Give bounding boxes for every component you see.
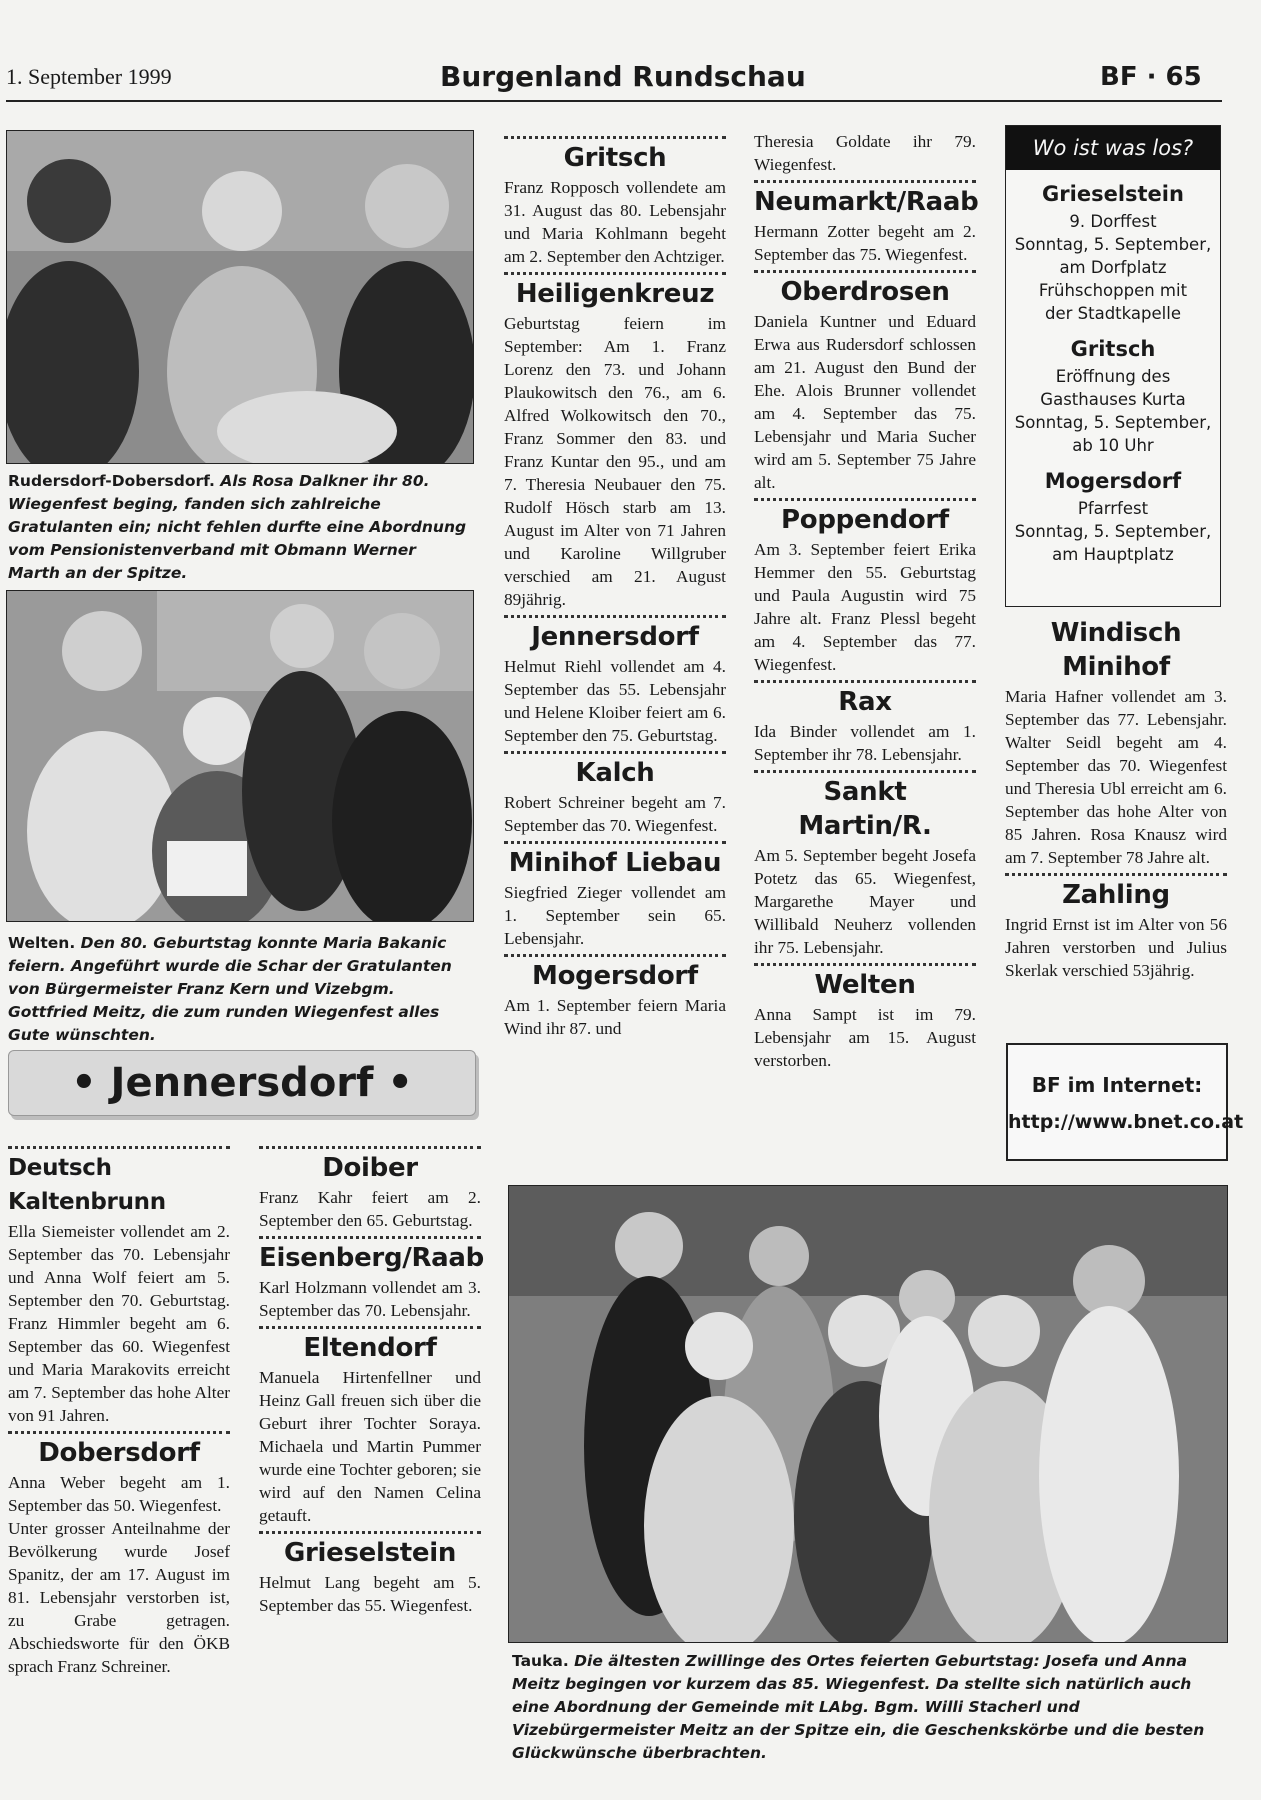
caption-lead: Tauka. <box>512 1652 569 1670</box>
news-text: Siegfried Zieger vollendet am 1. September sein 65. Lebensjahr. <box>504 883 726 948</box>
place-heading: Neumarkt/Raab <box>754 187 979 217</box>
news-text: Anna Sampt ist im 79. Lebensjahr am 15. August verstorben. <box>754 1005 976 1070</box>
news-text: Ella Siemeister vollendet am 2. September das 70. Lebensjahr und Anna Wolf feiert am 5. September den 70. Geburtstag. Franz Himmler begeht am 6. September das 60. Wiegenfest und Maria Marakovits erreicht am 7. September das hohe Alter von 91 Jahren. <box>8 1222 230 1425</box>
event-details: Eröffnung des Gasthauses Kurta Sonntag, 5. September, ab 10 Uhr <box>1014 367 1212 455</box>
place-heading: Grieselstein <box>283 1538 457 1568</box>
dotted-separator <box>754 680 976 683</box>
place-heading: Eltendorf <box>303 1333 437 1363</box>
news-item-gritsch <box>504 136 726 268</box>
dotted-separator <box>8 1146 230 1149</box>
news-item-sankt-martin <box>754 770 976 959</box>
news-text: Helmut Lang begeht am 5. September das 55. Wiegenfest. <box>259 1573 481 1615</box>
dotted-separator <box>754 180 976 183</box>
photo-people-illustration <box>509 1186 1227 1642</box>
place-heading: Oberdrosen <box>780 277 950 307</box>
event-grieselstein <box>1006 182 1220 325</box>
place-heading: Eisenberg/Raab <box>259 1243 484 1273</box>
news-item-poppendorf <box>754 498 976 676</box>
dotted-separator <box>259 1531 481 1534</box>
news-item-rax <box>754 680 976 766</box>
news-text: Manuela Hirtenfellner und Heinz Gall freuen sich über die Geburt ihrer Tochter Soraya. Michaela und Martin Pummer wurde eine Tochter geboren; sie wird auf den Namen Celina getauft. <box>259 1368 481 1525</box>
news-item-dobersdorf <box>8 1431 230 1678</box>
news-text: Daniela Kuntner und Eduard Erwa aus Rudersdorf schlossen am 21. August den Bund der Ehe. Alois Brunner vollendet am 4. September das 75. Lebensjahr und Maria Sucher wird am 5. September 75 Jahre alt. <box>754 312 976 492</box>
internet-box-label: BF im Internet: <box>1031 1073 1203 1097</box>
news-text: Geburtstag feiern im September: Am 1. Franz Lorenz den 73. und Johann Plaukowitsch den 76., am 6. Alfred Wolkowitsch den 70., Franz Sommer den 83. und Franz Kuntar den 95., und am 7. Theresia Neubauer den 75. Rudolf Hösch starb am 13. August im Alter von 71 Jahren und Karoline Willgruber verschied am 21. August 89jährig. <box>504 314 726 609</box>
event-place: Gritsch <box>1070 337 1156 361</box>
place-heading: Mogersdorf <box>532 961 698 991</box>
photo-caption-welten <box>8 932 470 1047</box>
header-rule <box>6 100 1222 102</box>
news-item-grieselstein <box>259 1531 481 1617</box>
column-right-middle <box>754 126 979 1072</box>
news-item-welten <box>754 963 976 1072</box>
dotted-separator <box>754 270 976 273</box>
news-item-zahling <box>1005 873 1227 982</box>
dotted-separator <box>504 841 726 844</box>
news-text: Am 5. September begeht Josefa Potetz das 65. Wiegenfest, Margarethe Mayer und Willibald Neuherz vollenden ihr 75. Lebensjahr. <box>754 846 976 957</box>
place-heading: Kalch <box>575 758 655 788</box>
news-item-windisch-minihof <box>1005 616 1227 869</box>
photo-welten <box>6 590 474 922</box>
photo-rudersdorf <box>6 130 474 464</box>
issue-date: 1. September 1999 <box>6 64 172 89</box>
news-text: Am 1. September feiern Maria Wind ihr 87. und <box>504 996 726 1038</box>
news-item-eisenberg-raab <box>259 1236 484 1322</box>
event-mogersdorf <box>1006 469 1220 566</box>
news-text: Hermann Zotter begeht am 2. September das 75. Wiegenfest. <box>754 222 976 264</box>
dotted-separator <box>8 1431 230 1434</box>
news-item-deutsch-kaltenbrunn <box>8 1146 230 1427</box>
banner-text: • Jennersdorf • <box>71 1060 413 1106</box>
news-item-heiligenkreuz <box>504 272 726 611</box>
events-box-title: Wo ist was los? <box>1006 126 1220 170</box>
photo-caption-rudersdorf <box>8 470 470 585</box>
page-number: BF · 65 <box>1100 62 1202 92</box>
place-heading: Heiligenkreuz <box>515 279 715 309</box>
place-heading: Jennersdorf <box>531 622 699 652</box>
news-text: Anna Weber begeht am 1. September das 50. Wiegenfest. <box>8 1473 230 1515</box>
dotted-separator <box>754 963 976 966</box>
dotted-separator <box>1005 873 1227 876</box>
caption-lead: Rudersdorf-Dobersdorf. <box>8 472 215 490</box>
news-item-oberdrosen <box>754 270 976 494</box>
caption-text: Den 80. Geburtstag konnte Maria Bakanic feiern. Angeführt wurde die Schar der Gratulanten von Bürgermeister Franz Kern und Vizebgm. Gottfried Meitz, die zum runden Wiegenfest alles Gute wünschten. <box>8 934 452 1044</box>
dotted-separator <box>259 1326 481 1329</box>
news-item-minihof-liebau <box>504 841 726 950</box>
place-heading: Minihof Liebau <box>508 848 722 878</box>
event-details: 9. Dorffest Sonntag, 5. September, am Dorfplatz Frühschoppen mit der Stadtkapelle <box>1014 212 1212 323</box>
caption-text: Als Rosa Dalkner ihr 80. Wiegenfest beging, fanden sich zahlreiche Gratulanten ein; nicht fehlen durfte eine Abordnung vom Pensionistenverband mit Obmann Werner Marth an der Spitze. <box>8 472 467 582</box>
news-item-neumarkt-raab <box>754 180 979 266</box>
place-heading: Gritsch <box>563 143 667 173</box>
dotted-separator <box>754 770 976 773</box>
news-text: Franz Ropposch vollendete am 31. August das 80. Lebensjahr und Maria Kohlmann begeht am 2. September den Achtziger. <box>504 178 726 266</box>
news-text: Franz Kahr feiert am 2. September den 65. Geburtstag. <box>259 1188 481 1230</box>
news-item-eltendorf <box>259 1326 481 1527</box>
news-item-continued <box>754 130 976 176</box>
photo-tauka <box>508 1185 1228 1643</box>
internet-box <box>1006 1043 1244 1161</box>
event-gritsch <box>1006 337 1220 457</box>
dotted-separator <box>754 498 976 501</box>
event-place: Mogersdorf <box>1044 469 1182 493</box>
news-text: Maria Hafner vollendet am 3. September das 77. Lebensjahr. Walter Seidl begeht am 4. September das 70. Wiegenfest und Theresia Ubl erreicht am 6. September das hohe Alter von 85 Jahren. Rosa Knausz wird am 7. September 78 Jahre alt. <box>1005 687 1227 867</box>
news-text: Theresia Goldate ihr 79. Wiegenfest. <box>754 132 976 174</box>
internet-box-url[interactable]: http://www.bnet.co.at <box>1008 1111 1244 1133</box>
dotted-separator <box>504 272 726 275</box>
news-text: Karl Holzmann vollendet am 3. September das 70. Lebensjahr. <box>259 1278 481 1320</box>
place-heading: Dobersdorf <box>38 1438 200 1468</box>
event-place: Grieselstein <box>1042 182 1184 206</box>
caption-text: Die ältesten Zwillinge des Ortes feierten Geburtstag: Josefa und Anna Meitz begingen vor kurzem das 85. Wiegenfest. Da stellte sich natürlich auch eine Abordnung der Gemeinde mit LAbg. Bgm. Willi Stacherl und Vizebürgermeister Meitz an der Spitze ein, die Geschenkskörbe und die besten Glückwünsche überbrachten. <box>512 1652 1205 1762</box>
place-heading: Poppendorf <box>781 505 949 535</box>
news-text: Unter grosser Anteilnahme der Bevölkerung wurde Josef Spanitz, der am 17. August im 81. Lebensjahr verstorben ist, zu Grabe getragen. Abschiedsworte für den ÖKB sprach Franz Schreiner. <box>8 1519 230 1676</box>
dotted-separator <box>259 1236 481 1239</box>
photo-people-illustration <box>7 591 473 921</box>
column-far-right <box>1005 612 1227 982</box>
place-heading: Doiber <box>322 1153 418 1183</box>
news-item-kalch <box>504 751 726 837</box>
place-heading: Deutsch Kaltenbrunn <box>8 1155 166 1215</box>
news-text: Am 3. September feiert Erika Hemmer den 55. Geburtstag und Paula Augustin wird 75 Jahre alt. Franz Plessl begeht am 4. September das 77. Wiegenfest. <box>754 540 976 674</box>
caption-lead: Welten. <box>8 934 76 952</box>
section-banner-jennersdorf <box>8 1050 476 1116</box>
place-heading: Zahling <box>1062 880 1170 910</box>
dotted-separator <box>504 615 726 618</box>
news-item-doiber <box>259 1146 481 1232</box>
dotted-separator <box>504 751 726 754</box>
place-heading: Rax <box>838 687 892 717</box>
dotted-separator <box>259 1146 481 1149</box>
news-text: Ida Binder vollendet am 1. September ihr 78. Lebensjahr. <box>754 722 976 764</box>
news-item-mogersdorf <box>504 954 726 1040</box>
photo-caption-tauka <box>512 1650 1228 1765</box>
events-box <box>1005 125 1221 607</box>
news-item-jennersdorf <box>504 615 726 747</box>
dotted-separator <box>504 136 726 139</box>
place-heading: Sankt Martin/R. <box>798 777 932 841</box>
column-lower-left <box>8 1142 230 1678</box>
newspaper-title: Burgenland Rundschau <box>440 60 806 93</box>
column-lower-middle <box>259 1142 484 1617</box>
place-heading: Windisch Minihof <box>1050 618 1182 682</box>
event-details: Pfarrfest Sonntag, 5. September, am Hauptplatz <box>1014 499 1212 564</box>
dotted-separator <box>504 954 726 957</box>
column-middle <box>504 132 726 1040</box>
news-text: Helmut Riehl vollendet am 4. September das 55. Lebensjahr und Helene Kloiber feiert am 6. September den 75. Geburtstag. <box>504 657 726 745</box>
news-text: Ingrid Ernst ist im Alter von 56 Jahren verstorben und Julius Skerlak verschied 53jährig. <box>1005 915 1227 980</box>
news-text: Robert Schreiner begeht am 7. September das 70. Wiegenfest. <box>504 793 726 835</box>
photo-people-illustration <box>7 131 473 463</box>
place-heading: Welten <box>814 970 916 1000</box>
